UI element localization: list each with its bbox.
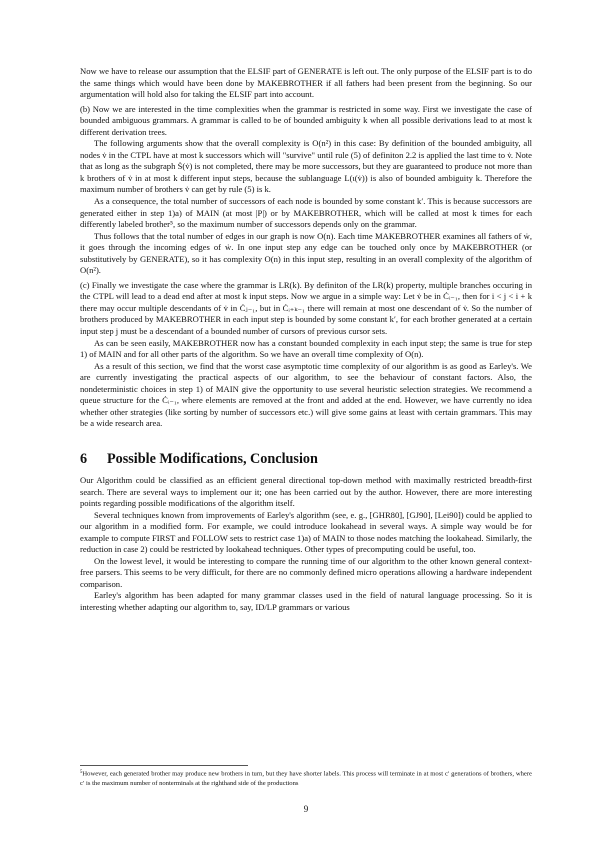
page-number: 9 <box>303 804 309 814</box>
paragraph-linear-complexity: As can be seen easily, MAKEBROTHER now has a constant bounded complexity in each input step; the same is true for step 1) of MAIN and for all other parts of the algorithm. So we have an overall time complexity of O(n). <box>80 337 532 360</box>
footnote-divider <box>80 765 248 766</box>
paragraph-earley-adapted: Earley's algorithm has been adapted for many grammar classes used in the field of natural language processing. So it is interesting whether adapting our algorithm to, say, ID/LP grammars or various <box>80 590 532 612</box>
section-number: 6 <box>80 450 88 467</box>
paragraph-complexity-argument: The following arguments show that the overall complexity is O(n²) in this case: By definition of the bounded ambiguity, all nodes v̇ in the CTPL have at most k successors which will "survive" until rule (5) of definiton 2.2 is applied the last time to v̇. Note that as long as the subgraph Ṡ(v̇) is not completed, there may be more successors, but they are guaranteed to produce not more than k brothers of v̇ in at most k different input steps, because the sublanguage L(ι(v̇)) is also of bounded ambiguity k. Therefore the maximum number of brothers v̇ can get by rule (5) is k. <box>80 138 532 195</box>
paragraph-section-result: As a result of this section, we find that the worst case asymptotic time complexity of our algorithm is as good as Earley's. We are currently investigating the practical aspects of our algorithm, to see the behaviour of constant factors. Also, the nondeterministic choices in step 1) of MAIN give the opportunity to use several heuristic selection strategies. We recommend a queue structure for the Ċᵢ₋₁, where elements are removed at the front and added at the end. However, we have currently no idea whether other strategies (like sorting by number of successors etc.) will give some gains at least with certain grammars. This may be a wide research area. <box>80 360 532 429</box>
footnote <box>80 768 532 788</box>
paragraph-case-c: (c) Finally we investigate the case where the grammar is LR(k). By definiton of the LR(k) property, multiple branches occuring in the CTPL will lead to a dead end after at most k input steps. Now we argue in a simple way: Let v̇ be in Ċᵢ₋₁, then for i < j < i + k there may occur multiple descendants of v̇ in Ċⱼ₋₁, but in Ċᵢ₊ₖ₋₁ there will remain at most one descendant of v̇. So the number of brothers produced by MAKEBROTHER in each input step is bounded by some constant k′, for each brother generated at a certain input step j must be a descendant of a bounded number of cursors of previous cursor sets. <box>80 279 532 337</box>
paragraph-successors-bound: As a consequence, the total number of successors of each node is bounded by some constant k′. This is because successors are generated either in step 1)a) of MAIN (at most |P|) or by MAKEBROTHER, which will be called at most k times for each differently labeled brother⁵, so the maximum number of successors depends only on the grammar. <box>80 196 532 230</box>
paragraph-edges: Thus follows that the total number of edges in our graph is now O(n). Each time MAKEBROTHER examines all fathers of ẇ, it goes through the incoming edges of ẇ. In one input step any edge can be touched only once by MAKEBROTHER (or substitutively by GENERATE), so it has complexity O(n) in this input step, resulting in an overall complexity of the algorithm of O(n²). <box>80 230 532 276</box>
footnote-mark: 5 <box>80 770 83 775</box>
paragraph-classification: Our Algorithm could be classified as an efficient general directional top-down method with maximally restricted breadth-first search. There are several ways to implement our it; one has been carried out by the author. However, there are more interesting points regarding possible modifications of the algorithm itself. <box>80 474 532 509</box>
footnote-text: However, each generated brother may produce new brothers in turn, but they have shorter labels. This process will terminate in at most c′ generations of brothers, where c′ is the maximum number of nonterminals at the righthand side of the productions <box>80 770 532 787</box>
paragraph-elsif: Now we have to release our assumption that the ELSIF part of GENERATE is left out. The only purpose of the ELSIF part is to do the same things which would have been done by MAKEBROTHER if all fathers had been present from the beginning. So our argumentation will hold also for taking the ELSIF part into account. <box>80 66 532 100</box>
section-heading <box>80 451 532 468</box>
section-title: Possible Modifications, Conclusion <box>107 450 318 467</box>
paragraph-lowest-level: On the lowest level, it would be interesting to compare the running time of our algorithm to the other known general context-free parsers. This seems to be very difficult, for there are no commonly defined micro operations allowing a hardware independent comparison. <box>80 555 532 589</box>
page-body <box>80 66 532 614</box>
paragraph-case-b: (b) Now we are interested in the time complexities when the grammar is restricted in some way. First we investigate the case of bounded ambiguous grammars. A grammar is called to be of bounded ambiguity k when all possible derivations lead to at most k different derivation trees. <box>80 103 532 137</box>
paragraph-techniques: Several techniques known from improvements of Earley's algorithm (see, e. g., [GHR80], [GJ90], [Lei90]) could be applied to our algorithm in a modified form. For example, we could introduce lookahead in several ways. A simple way would be for example to compute FIRST and FOLLOW sets to restrict case 1)a) of MAIN to those nodes matching the lookahead. Similarly, the reduction in case 2) could be restricted by lookahead techniques. Other types of precomputing could be useful, too. <box>80 509 532 555</box>
